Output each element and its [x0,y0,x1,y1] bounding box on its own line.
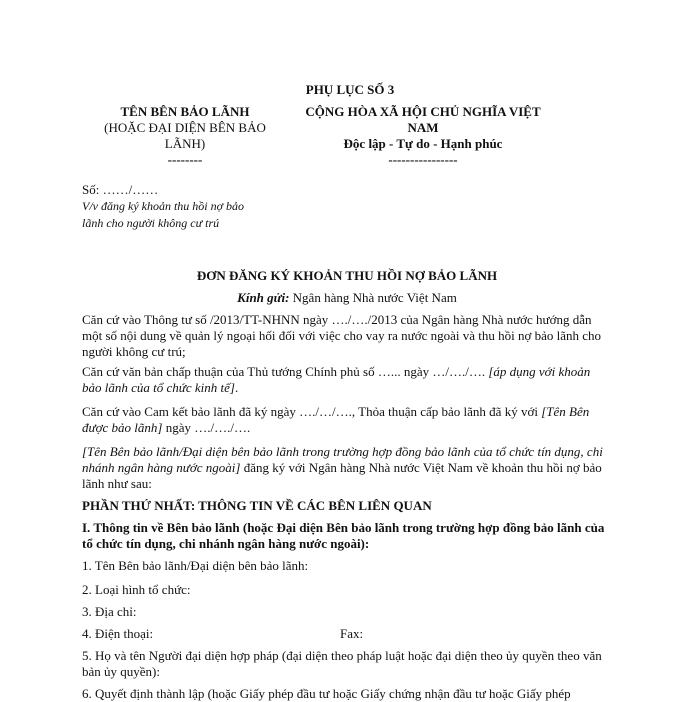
field-guarantor-name: 1. Tên Bên bảo lãnh/Đại diện bên bảo lãnh: [82,558,309,573]
subject-line1: V/v đăng ký khoản thu hồi nợ bảo [82,199,245,213]
legal-basis-3-text: Căn cứ vào Cam kết bảo lãnh đã ký ngày …./…/…., Thỏa thuận cấp bảo lãnh đã ký với [82,404,542,419]
appendix-title: PHỤ LỤC SỐ 3 [305,82,395,97]
national-header [278,104,568,168]
national-divider: ---------------- [388,152,458,167]
guarantor-divider: -------- [167,152,203,167]
legal-basis-1: Căn cứ vào Thông tư số /2013/TT-NHNN ngày …./…./2013 của Ngân hàng Nhà nước hướng dẫn một số nội dung về quản lý ngoại hối đối với việc cho vay ra nước ngoài và thu hồi nợ bảo lãnh cho người không cư trú; [82,312,602,359]
field-contact [82,626,612,642]
legal-basis-3 [82,404,612,436]
document-number: Số: ……/…… [82,182,159,197]
legal-basis-4 [82,444,612,492]
legal-basis-3-end: ngày …./…./…. [162,420,251,435]
addressee-label: Kính gửi: [237,290,290,305]
field-phone: 4. Điện thoại: [82,626,154,641]
national-title-line2: NAM [407,120,439,135]
field-legal-representative: 5. Họ và tên Người đại diện hợp pháp (đại diện theo pháp luật hoặc đại diện theo ủy quyền theo văn bản ủy quyền): [82,648,602,679]
legal-basis-2 [82,364,612,396]
national-motto: Độc lập - Tự do - Hạnh phúc [343,136,503,151]
guarantor-name-line: TÊN BÊN BẢO LÃNH [120,104,250,119]
legal-basis-2-text: Căn cứ văn bản chấp thuận của Thủ tướng Chính phủ số …... ngày …/…./…. [82,364,489,379]
legal-basis-4-note: [Tên Bên bảo lãnh/Đại diện bên bảo lãnh trong trường hợp đồng bảo lãnh của tổ chức tín dụng, chi nhánh ngân hàng nước ngoài] [82,444,603,475]
reference-block [82,182,312,232]
legal-basis-4-text: đăng ký với Ngân hàng Nhà nước Việt Nam về khoản thu hồi nợ bảo lãnh như sau: [82,460,602,491]
guarantor-header [80,104,290,168]
legal-basis-2-end: . [234,380,239,395]
field-fax: Fax: [340,626,364,641]
guarantor-name-line2: (HOẶC ĐẠI DIỆN BÊN BẢO [104,120,266,135]
field-organization-type: 2. Loại hình tổ chức: [82,582,191,597]
addressee [82,290,612,306]
section-one-title: I. Thông tin về Bên bảo lãnh (hoặc Đại diện Bên bảo lãnh trong trường hợp đồng bảo lãnh của tổ chức tín dụng, chi nhánh ngân hàng nước ngoài): [82,520,605,551]
subject-line2: lãnh cho người không cư trú [82,216,220,230]
addressee-value: Ngân hàng Nhà nước Việt Nam [292,290,457,305]
field-establishment-decision: 6. Quyết định thành lập (hoặc Giấy phép đầu tư hoặc Giấy chứng nhận đầu tư hoặc Giấy phép [82,686,571,701]
guarantor-name-line3: LÃNH) [164,136,206,151]
legal-basis-2-note: [áp dụng với khoản bảo lãnh của tổ chức kinh tế] [82,364,591,395]
field-address: 3. Địa chỉ: [82,604,137,619]
form-title: ĐƠN ĐĂNG KÝ KHOẢN THU HỒI NỢ BẢO LÃNH [196,268,498,283]
legal-basis-3-note: [Tên Bên được bảo lãnh] [82,404,590,435]
national-title-line1: CỘNG HÒA XÃ HỘI CHỦ NGHĨA VIỆT [305,104,541,119]
part-one-title: PHẦN THỨ NHẤT: THÔNG TIN VỀ CÁC BÊN LIÊN QUAN [82,498,432,513]
